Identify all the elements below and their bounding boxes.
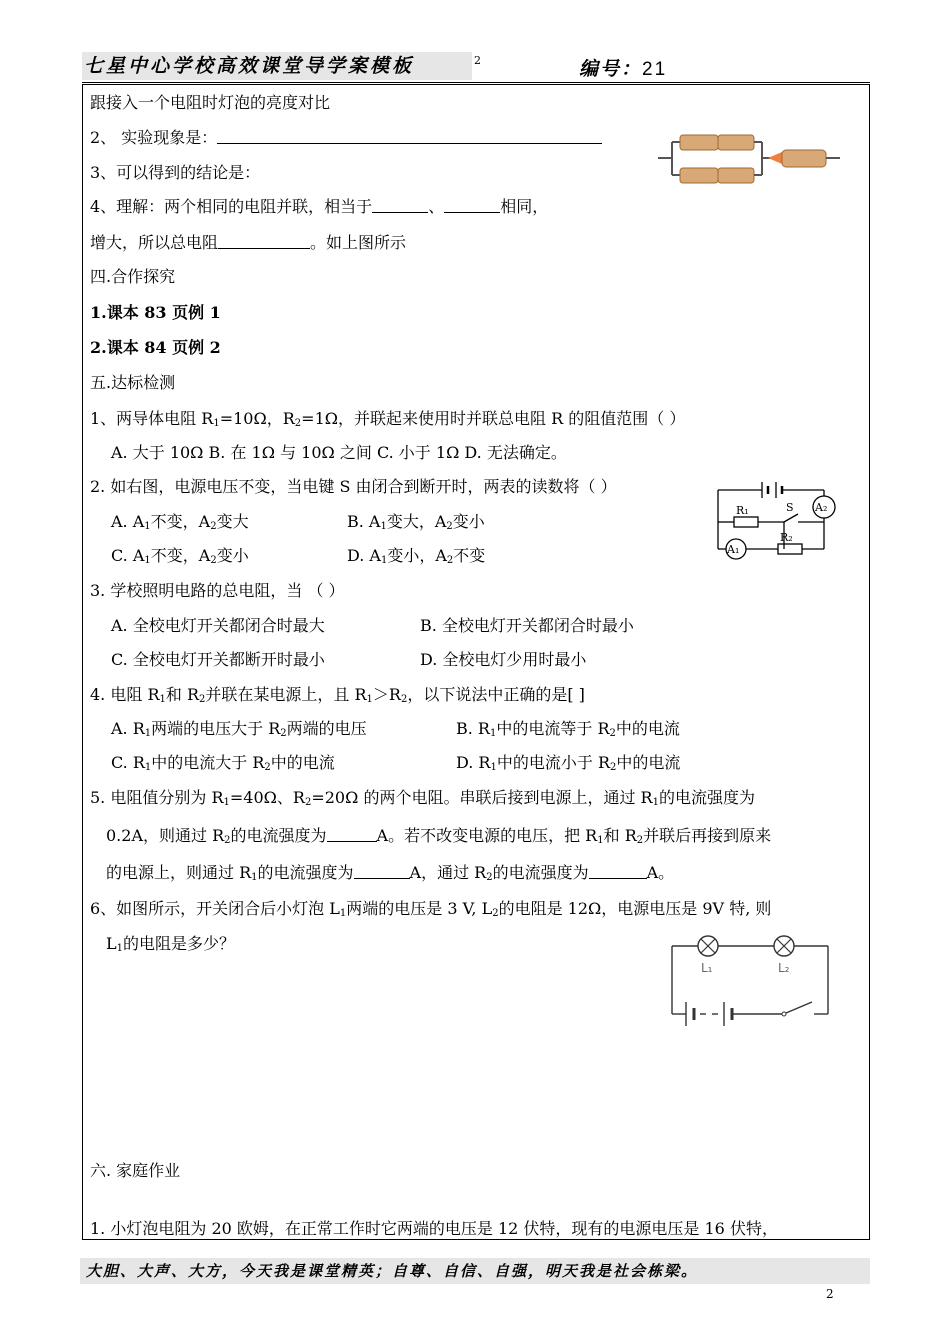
q2-stem: 2. 如右图，电源电压不变，当电键 S 由闭合到断开时，两表的读数将（ ） [90, 477, 617, 496]
code-value: 21 [642, 59, 668, 80]
q2-circuit-diagram [712, 478, 852, 562]
line-3: 3、可以得到的结论是： [90, 163, 261, 182]
page-number: 2 [826, 1287, 834, 1301]
q6-line-2: $L_1$的电阻是多少？ [106, 934, 236, 954]
line-2: 2、 实验现象是： [90, 127, 602, 149]
q4-option-a: A. $R_1$两端的电压大于 $R_2$两端的电压 [111, 719, 367, 739]
header-code [579, 54, 667, 81]
line-4: 4、理解：两个相同的电阻并联，相当于 、 相同， [90, 197, 549, 216]
resistor-r1-label: R₁ [736, 504, 749, 517]
q4-option-c: C. $R_1$中的电流大于 $R_2$中的电流 [111, 753, 335, 773]
line-1: 跟接入一个电阻时灯泡的亮度对比 [90, 93, 331, 112]
section-5-title: 五.达标检测 [90, 373, 176, 392]
page-header [82, 52, 872, 82]
q5-line-2: 0.2A，则通过 $R_2$的电流强度为 A。若不改变电源的电压，把 $R_1$和 $R_2$并联后再接到原来 [106, 826, 772, 846]
lamp-l1-label: L₁ [701, 961, 713, 975]
q1-options: A. 大于 10Ω B. 在 1Ω 与 10Ω 之间 C. 小于 1Ω D. 无法确定。 [111, 443, 567, 462]
q1-stem: 1、两导体电阻 $R_1=10\Omega$，$R_2=1\Omega$，并联起来使用时并联总电阻 R 的阻值范围（ ） [90, 409, 686, 429]
ammeter-a1-label: A₁ [727, 543, 740, 556]
homework-1: 1. 小灯泡电阻为 20 欧姆，在正常工作时它两端的电压是 12 伏特，现有的电源电压是 16 伏特， [90, 1219, 778, 1238]
ammeter-a2-label: A₂ [815, 501, 828, 514]
q3-option-b: B. 全校电灯开关都闭合时最小 [420, 616, 634, 635]
footer-motto: 大胆、大声、大方，今天我是课堂精英；自尊、自信、自强，明天我是社会栋梁。 [80, 1258, 870, 1284]
q4-stem: 4. 电阻 $R_1$和 $R_2$并联在某电源上，且 $R_1>R_2$，以下说法中正确的是[ ] [90, 685, 585, 705]
example-2: 2.课本 84 页例 2 [90, 338, 221, 357]
blank [217, 127, 602, 144]
q3-stem: 3. 学校照明电路的总电阻，当 （ ） [90, 581, 345, 600]
section-4-title: 四.合作探究 [90, 267, 176, 286]
q4-option-d: D. $R_1$中的电流小于 $R_2$中的电流 [456, 753, 681, 773]
header-page-small: 2 [474, 54, 481, 67]
q3-option-c: C. 全校电灯开关都断开时最小 [111, 650, 325, 669]
q6-circuit-diagram [664, 926, 844, 1030]
section-6-title: 六. 家庭作业 [90, 1161, 181, 1180]
lamp-l2-label: L₂ [778, 961, 790, 975]
parallel-resistor-figure [650, 128, 850, 190]
q2-option-b: B. $A_1$变大，$A_2$变小 [347, 512, 485, 532]
q4-option-b: B. $R_1$中的电流等于 $R_2$中的电流 [456, 719, 680, 739]
example-1: 1.课本 83 页例 1 [90, 303, 221, 322]
code-label: 编号： [579, 58, 643, 80]
q5-line-1: 5. 电阻值分别为 $R_1=40\Omega$、$R_2=20\Omega$ 的两个电阻。串联后接到电源上，通过 $R_1$的电流强度为 [90, 788, 755, 808]
switch-s-label: S [786, 501, 794, 514]
line-5: 增大，所以总电阻 。如上图所示 [90, 233, 407, 252]
q3-option-d: D. 全校电灯少用时最小 [420, 650, 587, 669]
q6-line-1: 6、如图所示，开关闭合后小灯泡 $L_1$两端的电压是 3 V, $L_2$的电阻是 12Ω，电源电压是 9V 特, 则 [90, 899, 772, 919]
q2-option-c: C. $A_1$不变，$A_2$变小 [111, 546, 249, 566]
q2-option-d: D. $A_1$变小，$A_2$不变 [347, 546, 486, 566]
q3-option-a: A. 全校电灯开关都闭合时最大 [111, 616, 325, 635]
header-rule [82, 82, 870, 83]
q5-line-3: 的电源上，则通过 $R_1$的电流强度为 A，通过 $R_2$的电流强度为 A。 [106, 863, 675, 883]
q2-option-a: A. $A_1$不变，$A_2$变大 [111, 512, 249, 532]
resistor-r2-label: R₂ [780, 531, 793, 544]
header-title: 七星中心学校高效课堂导学案模板 [82, 52, 472, 80]
